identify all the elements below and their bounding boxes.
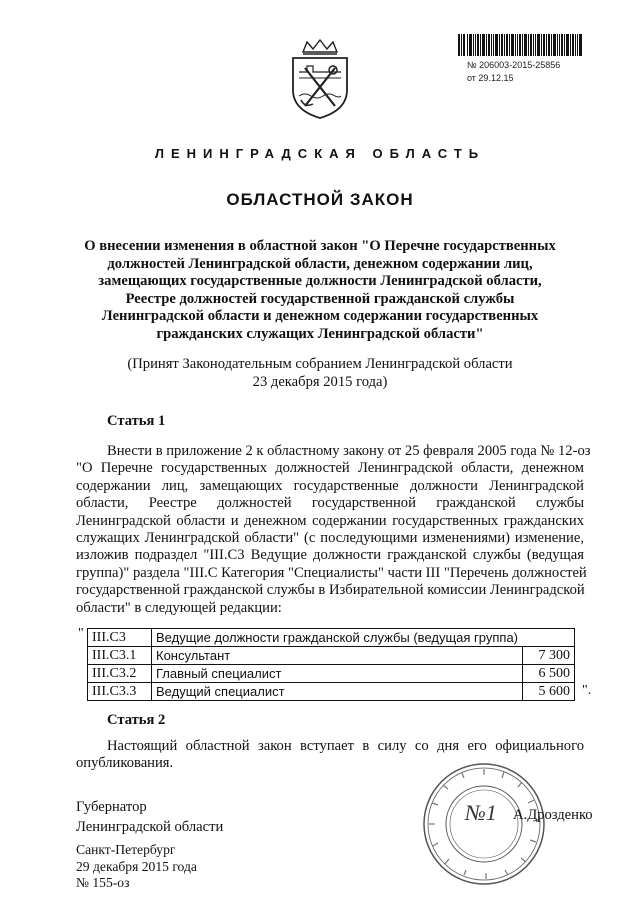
law-title [60, 238, 580, 344]
law-title-line: гражданских служащих Ленинградской области" [156, 325, 484, 342]
position-amount-cell: 6 500 [523, 665, 575, 683]
stamp-number: №1 [465, 800, 497, 825]
position-name-cell: Главный специалист [152, 665, 523, 683]
law-title-line: Ленинградской области и денежном содержании государственных [101, 308, 539, 325]
article-2-heading: Статья 2 [107, 712, 166, 728]
positions-table [87, 628, 575, 701]
article-2-line: опубликования. [76, 755, 174, 772]
position-amount-cell: 7 300 [523, 647, 575, 665]
table-group-row [88, 629, 575, 647]
table-row [88, 647, 575, 665]
law-title-line: должностей Ленинградской области, денежном содержании лиц, [107, 255, 533, 272]
group-code-cell: III.С3 [88, 629, 152, 647]
position-name-cell: Консультант [152, 647, 523, 665]
position-name-cell: Ведущий специалист [152, 683, 523, 701]
document-footer [76, 842, 197, 892]
article-1-line: Внести в приложение 2 к областному закону от 25 февраля 2005 года № 12-оз [107, 443, 591, 459]
region-heading: ЛЕНИНГРАДСКАЯ ОБЛАСТЬ [154, 146, 486, 161]
article-2-line: Настоящий областной закон вступает в силу со дня его официального [107, 738, 584, 754]
position-code-cell: III.С3.2 [88, 665, 152, 683]
signatory-title [76, 797, 223, 837]
table-close-quote: ". [582, 683, 592, 698]
article-1-heading: Статья 1 [107, 413, 166, 429]
article-1-line: изложив подраздел "III.С3 Ведущие должности гражданской службы (ведущая [76, 547, 584, 564]
footer-city: Санкт-Петербург [76, 842, 176, 857]
table-row [88, 683, 575, 701]
group-name-cell: Ведущие должности гражданской службы (ведущая группа) [152, 629, 575, 647]
article-1-line: группа)" раздела "III.С Категория "Специалисты" части III "Перечень должностей [76, 564, 587, 581]
law-title-line: замещающих государственные должности Ленинградской области, [98, 273, 542, 290]
article-1-text [76, 443, 591, 617]
footer-date: 29 декабря 2015 года [76, 858, 197, 874]
adoption-note [60, 355, 580, 391]
law-title-line: О внесении изменения в областной закон "О Перечне государственных [84, 238, 556, 254]
table-row [88, 665, 575, 683]
signatory-title-line: Губернатор [76, 799, 147, 815]
barcode [458, 34, 582, 56]
signatory-title-line: Ленинградской области [76, 819, 224, 835]
position-amount-cell: 5 600 [523, 683, 575, 701]
article-1-line: области" в следующей редакции: [76, 599, 282, 616]
position-code-cell: III.С3.1 [88, 647, 152, 665]
article-1-line: области, Реестре должностей государственной гражданской службы [76, 495, 584, 512]
table-open-quote: " [78, 626, 84, 641]
adoption-note-line: 23 декабря 2015 года) [252, 374, 388, 390]
article-1-line: содержании лиц, замещающих государственные должности Ленинградской [76, 477, 584, 494]
article-1-line: Ленинградской области и денежном содержании государственных гражданских [76, 512, 584, 529]
article-1-line: "О Перечне государственных должностей Ленинградской области, денежном [76, 460, 584, 477]
article-1-line: государственной гражданской службы в Избирательной комиссии Ленинградской [76, 582, 585, 599]
signatory-name: А.Дрозденко [513, 807, 593, 823]
document-type-heading: ОБЛАСТНОЙ ЗАКОН [226, 190, 414, 209]
adoption-note-line: (Принят Законодательным собранием Ленинградской области [127, 356, 513, 372]
law-title-line: Реестре должностей государственной гражданской службы [125, 290, 515, 307]
registration-date: от 29.12.15 [467, 73, 514, 83]
position-code-cell: III.С3.3 [88, 683, 152, 701]
registration-number: № 206003-2015-25856 [467, 60, 561, 70]
article-1-line: служащих Ленинградской области" (с последующими изменениями) изменение, [76, 530, 584, 547]
coat-of-arms-emblem [285, 38, 355, 120]
footer-number: № 155-оз [76, 875, 130, 890]
